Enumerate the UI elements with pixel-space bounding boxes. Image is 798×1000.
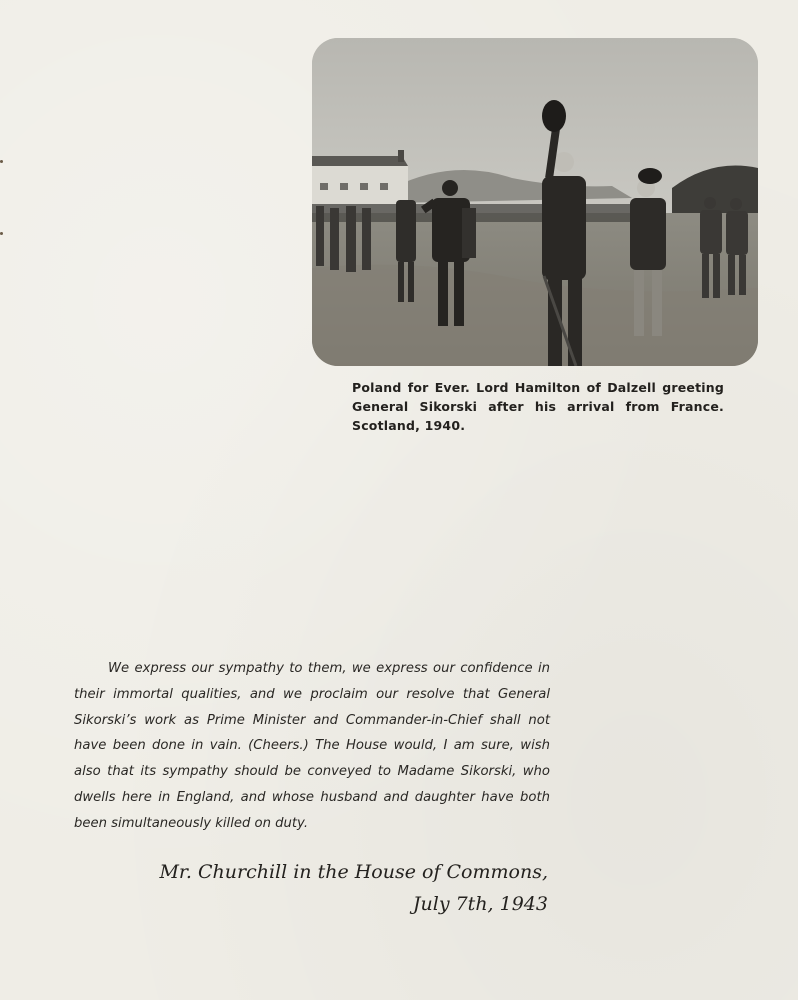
- parade-photo-icon: [312, 38, 758, 366]
- caption-line: Poland for Ever. Lord Hamilton of Dalzell greeting: [352, 380, 724, 395]
- quote-attribution: [159, 856, 548, 920]
- quote-line: have been done in vain. (Cheers.) The House would, I am sure, wish: [74, 738, 550, 754]
- quote-line: dwells here in England, and whose husband and daughter have both: [74, 789, 550, 805]
- quote-line: been simultaneously killed on duty.: [74, 815, 309, 831]
- quote-line: Sikorski’s work as Prime Minister and Commander-in-Chief shall not: [74, 712, 550, 728]
- caption-line: Scotland, 1940.: [352, 418, 466, 433]
- binding-mark: [0, 160, 3, 163]
- parade-photo: [312, 38, 758, 366]
- quote-line: their immortal qualities, and we proclaim our resolve that General: [74, 686, 550, 702]
- photo-caption: [352, 378, 724, 435]
- binding-mark: [0, 232, 3, 235]
- churchill-quote: [74, 656, 550, 837]
- attribution-speaker: Mr. Churchill in the House of Commons,: [159, 861, 548, 883]
- quote-line: also that its sympathy should be conveyed to Madame Sikorski, who: [74, 764, 550, 780]
- attribution-date: July 7th, 1943: [412, 893, 548, 915]
- caption-line: General Sikorski after his arrival from France.: [352, 399, 724, 414]
- quote-line: We express our sympathy to them, we express our confidence in: [108, 661, 550, 676]
